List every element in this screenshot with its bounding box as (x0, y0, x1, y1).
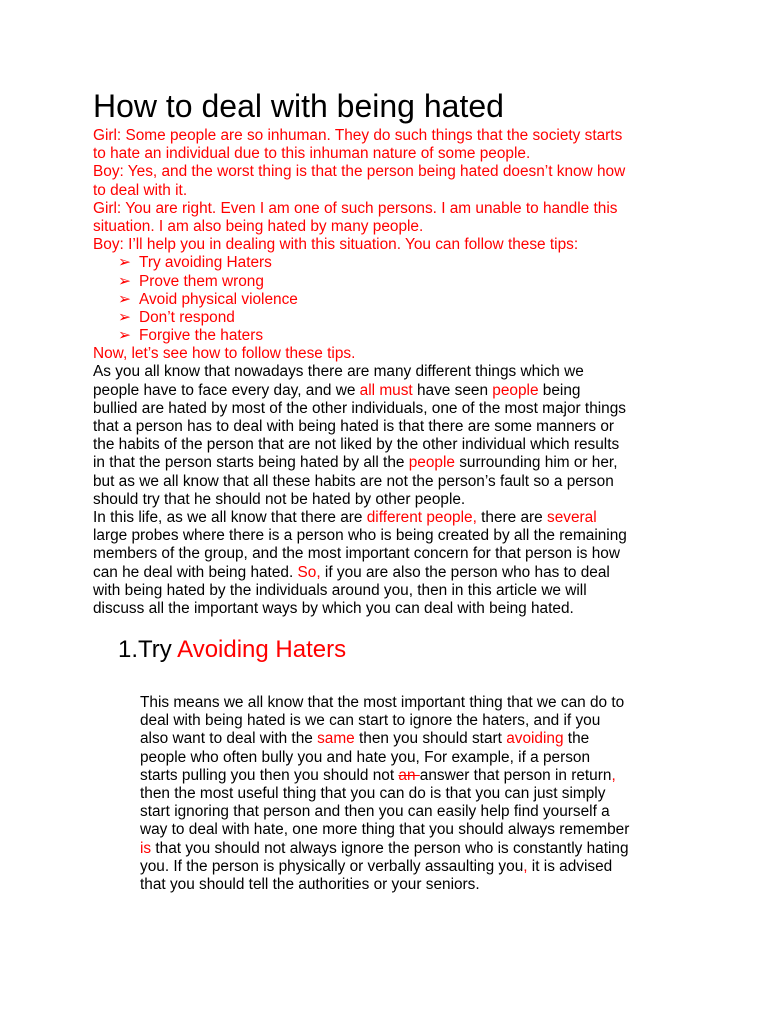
tip-label: Forgive the haters (139, 327, 264, 345)
text-line: way to deal with hate, one more thing that you should always remember (140, 821, 630, 839)
edit-highlight: avoiding (506, 730, 564, 748)
text-line: that a person has to deal with being hated is that there are some manners or (93, 418, 615, 435)
arrow-bullet-icon: ➢ (118, 290, 131, 308)
text-line: bullied are hated by most of the other individuals, one of the most major things (93, 399, 626, 417)
text-line: people who often bully you and hate you, For example, if a person (140, 748, 591, 766)
tips-list (93, 254, 683, 345)
text-run: starts pulling you then you should not (140, 766, 399, 784)
edit-highlight: is (140, 839, 152, 857)
text-line: then the most useful thing that you can do is that you can just simply (140, 784, 606, 802)
text-line: This means we all know that the most important thing that we can do to (140, 694, 625, 711)
dialogue-line: Girl: You are right. Even I am one of such persons. I am unable to handle this (93, 199, 618, 217)
text-line: the habits of the person that are not liked by the other individual which results (93, 436, 620, 454)
tip-item (93, 327, 683, 345)
dialogue-line: to hate an individual due to this inhuman nature of some people. (93, 145, 531, 163)
text-run: that you should not always ignore the person who is constantly hating (151, 839, 629, 857)
text-line (93, 454, 683, 472)
text-line: but as we all know that all these habits are not the person’s fault so a person (93, 472, 614, 490)
text-line (93, 509, 683, 527)
text-run: can he deal with being hated. (93, 563, 298, 581)
text-line: start ignoring that person and then you can easily help find yourself a (140, 803, 610, 821)
text-run: people have to face every day, and we (93, 381, 360, 399)
text-line: should try that he should not be hated by other people. (93, 490, 466, 508)
text-line (140, 840, 680, 858)
dialogue-line: Boy: Yes, and the worst thing is that the person being hated doesn’t know how (93, 163, 626, 181)
section-heading-black: Try (138, 636, 178, 663)
text-run: surrounding him or her, (454, 454, 618, 472)
edit-highlight: different people, (366, 508, 477, 526)
edit-highlight: all must (359, 381, 413, 399)
edit-highlight: people (492, 381, 539, 399)
text-line: that you should tell the authorities or your seniors. (140, 875, 480, 893)
arrow-bullet-icon: ➢ (118, 308, 131, 326)
text-run: in that the person starts being hated by all the (93, 454, 409, 472)
tip-label: Don’t respond (139, 308, 235, 326)
text-run: also want to deal with the (140, 730, 318, 748)
text-line: As you all know that nowadays there are many different things which we (93, 363, 584, 381)
edit-highlight: So, (297, 563, 321, 581)
text-line (140, 730, 680, 748)
dialogue-line: situation. I am also being hated by many people. (93, 217, 424, 235)
dialogue-line: to deal with it. (93, 181, 188, 199)
text-run: have seen (412, 381, 493, 399)
section-heading (118, 634, 346, 666)
section-paragraph (140, 694, 680, 894)
dialogue-line: Boy: I’ll help you in dealing with this situation. You can follow these tips: (93, 236, 579, 254)
closing-line: Now, let’s see how to follow these tips. (93, 345, 356, 363)
paragraph-intro (93, 363, 683, 509)
text-line (93, 564, 683, 582)
text-line: large probes where there is a person who is being created by all the remaining (93, 527, 627, 545)
dialogue-line: Girl: Some people are so inhuman. They do such things that the society starts (93, 127, 623, 144)
text-run: it is advised (527, 857, 613, 875)
text-run: the (563, 730, 590, 748)
section-number: 1. (118, 636, 139, 663)
section-heading-red: Avoiding Haters (177, 636, 347, 663)
tip-label: Try avoiding Haters (139, 254, 272, 272)
edit-highlight: people (408, 454, 455, 472)
tip-item (93, 254, 683, 272)
text-run: answer that person in return (419, 766, 612, 784)
text-run: there are (476, 508, 548, 526)
arrow-bullet-icon: ➢ (118, 327, 131, 345)
edit-highlight: same (317, 730, 355, 748)
text-line (93, 382, 683, 400)
text-line (140, 767, 680, 785)
tip-item (93, 309, 683, 327)
page-title: How to deal with being hated (93, 88, 504, 124)
text-line: discuss all the important ways by which you can deal with being hated. (93, 599, 574, 617)
tip-label: Prove them wrong (139, 272, 264, 290)
paragraph-context (93, 509, 683, 618)
deleted-text: an (398, 766, 420, 784)
arrow-bullet-icon: ➢ (118, 254, 131, 272)
document-body (93, 127, 683, 618)
text-run: then you should start (354, 730, 507, 748)
text-line: members of the group, and the most important concern for that person is how (93, 545, 620, 563)
text-line (140, 858, 680, 876)
text-run: you. If the person is physically or verbally assaulting you (140, 857, 524, 875)
arrow-bullet-icon: ➢ (118, 272, 131, 290)
edit-highlight: , (523, 857, 528, 875)
text-run: if you are also the person who has to deal (320, 563, 610, 581)
tip-label: Avoid physical violence (139, 290, 298, 308)
text-line: with being hated by the individuals around you, then in this article we will (93, 581, 587, 599)
edit-highlight: , (611, 766, 616, 784)
text-run: being (538, 381, 581, 399)
edit-highlight: several (547, 508, 597, 526)
tip-item (93, 291, 683, 309)
tip-item (93, 273, 683, 291)
text-run: In this life, as we all know that there are (93, 508, 367, 526)
text-line: deal with being hated is we can start to ignore the haters, and if you (140, 712, 601, 730)
